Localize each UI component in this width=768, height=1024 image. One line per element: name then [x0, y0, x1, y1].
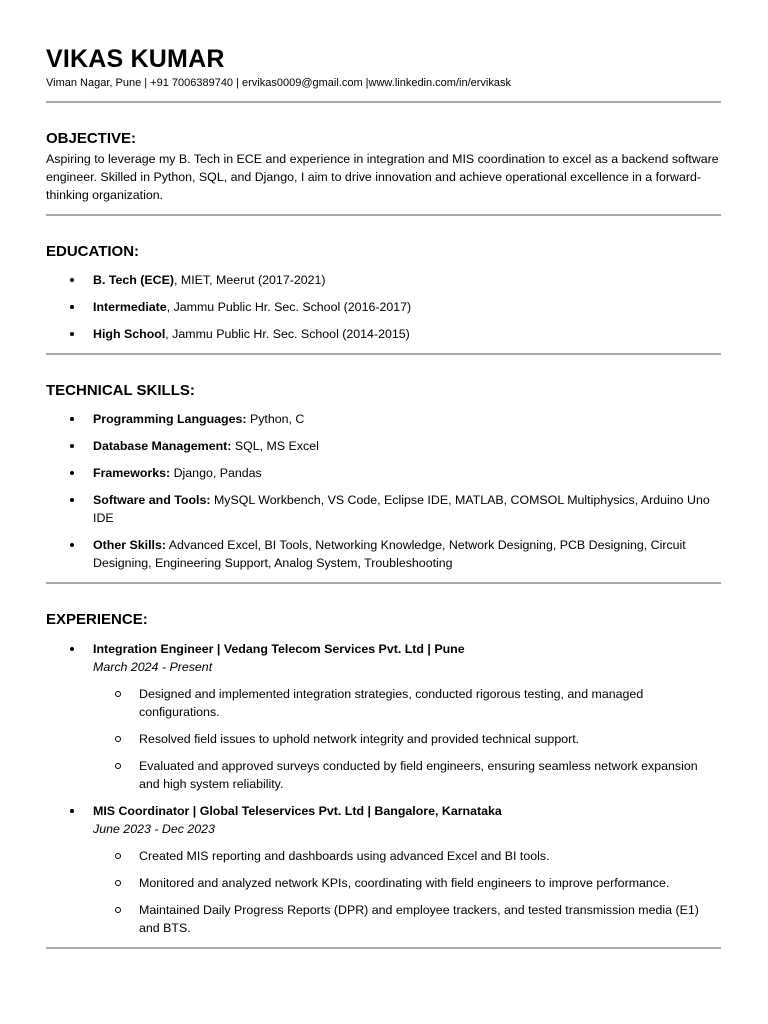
- job-heading: Integration Engineer | Vedang Telecom Services Pvt. Ltd | Pune: [93, 642, 465, 656]
- skill-detail: Django, Pandas: [170, 466, 262, 480]
- job-point: Evaluated and approved surveys conducted by field engineers, ensuring seamless network expansion and high system reliability.: [46, 757, 721, 793]
- skill-detail: MySQL Workbench, VS Code, Eclipse IDE, MATLAB, COMSOL Multiphysics, Arduino Uno IDE: [93, 493, 710, 525]
- job-points: [46, 847, 721, 937]
- experience-section: [46, 611, 721, 937]
- objective-section: [46, 130, 721, 204]
- objective-text: Aspiring to leverage my B. Tech in ECE and experience in integration and MIS coordination to excel as a backend software engineer. Skilled in Python, SQL, and Django, I aim to drive innovation and achieve operational excellence in a forward-thinking organization.: [46, 152, 719, 202]
- section-divider: [46, 101, 721, 103]
- resume-page: [46, 44, 721, 949]
- job-item: [46, 802, 721, 838]
- skill-item: [46, 437, 721, 455]
- job-heading: MIS Coordinator | Global Teleservices Pvt. Ltd | Bangalore, Karnataka: [93, 804, 502, 818]
- skill-item: [46, 410, 721, 428]
- job-dates: June 2023 - Dec 2023: [93, 822, 215, 836]
- education-title: EDUCATION:: [46, 243, 140, 260]
- degree-detail: , Jammu Public Hr. Sec. School (2016-2017): [166, 300, 412, 314]
- job-dates: March 2024 - Present: [93, 660, 213, 674]
- skill-detail: SQL, MS Excel: [231, 439, 319, 453]
- education-list: [46, 271, 721, 343]
- skill-detail: Python, C: [246, 412, 305, 426]
- job-point: Monitored and analyzed network KPIs, coordinating with field engineers to improve performance.: [46, 874, 721, 892]
- experience-title: EXPERIENCE:: [46, 611, 148, 628]
- skill-label: Other Skills:: [93, 538, 166, 552]
- job-point: Resolved field issues to uphold network integrity and provided technical support.: [46, 730, 721, 748]
- skill-item: [46, 464, 721, 482]
- job-point: Designed and implemented integration strategies, conducted rigorous testing, and managed configurations.: [46, 685, 721, 721]
- skills-list: [46, 410, 721, 572]
- job-item: [46, 640, 721, 676]
- section-divider: [46, 214, 721, 216]
- skill-label: Database Management:: [93, 439, 232, 453]
- section-divider: [46, 947, 721, 949]
- education-item: [46, 325, 721, 343]
- degree-detail: , Jammu Public Hr. Sec. School (2014-2015): [165, 327, 410, 341]
- education-item: [46, 271, 721, 289]
- candidate-name: VIKAS KUMAR: [46, 45, 225, 73]
- skills-section: [46, 382, 721, 572]
- job-points: [46, 685, 721, 793]
- section-divider: [46, 582, 721, 584]
- skill-label: Frameworks:: [93, 466, 171, 480]
- degree-name: High School: [93, 327, 166, 341]
- job-list: [46, 640, 721, 676]
- degree-name: B. Tech (ECE): [93, 273, 175, 287]
- skill-label: Software and Tools:: [93, 493, 211, 507]
- degree-name: Intermediate: [93, 300, 167, 314]
- skill-detail: Advanced Excel, BI Tools, Networking Knowledge, Network Designing, PCB Designing, Circuit Designing, Engineering Support, Analog System, Troubleshooting: [93, 538, 686, 570]
- degree-detail: , MIET, Meerut (2017-2021): [174, 273, 326, 287]
- job-point: Created MIS reporting and dashboards using advanced Excel and BI tools.: [46, 847, 721, 865]
- job-point: Maintained Daily Progress Reports (DPR) and employee trackers, and tested transmission media (E1) and BTS.: [46, 901, 721, 937]
- skill-label: Programming Languages:: [93, 412, 247, 426]
- skill-item: [46, 536, 721, 572]
- job-list: [46, 802, 721, 838]
- skill-item: [46, 491, 721, 527]
- skills-title: TECHNICAL SKILLS:: [46, 382, 195, 399]
- education-section: [46, 243, 721, 343]
- section-divider: [46, 353, 721, 355]
- education-item: [46, 298, 721, 316]
- contact-line: Viman Nagar, Pune | +91 7006389740 | ervikas0009@gmail.com |www.linkedin.com/in/ervikask: [46, 77, 511, 89]
- objective-title: OBJECTIVE:: [46, 130, 137, 147]
